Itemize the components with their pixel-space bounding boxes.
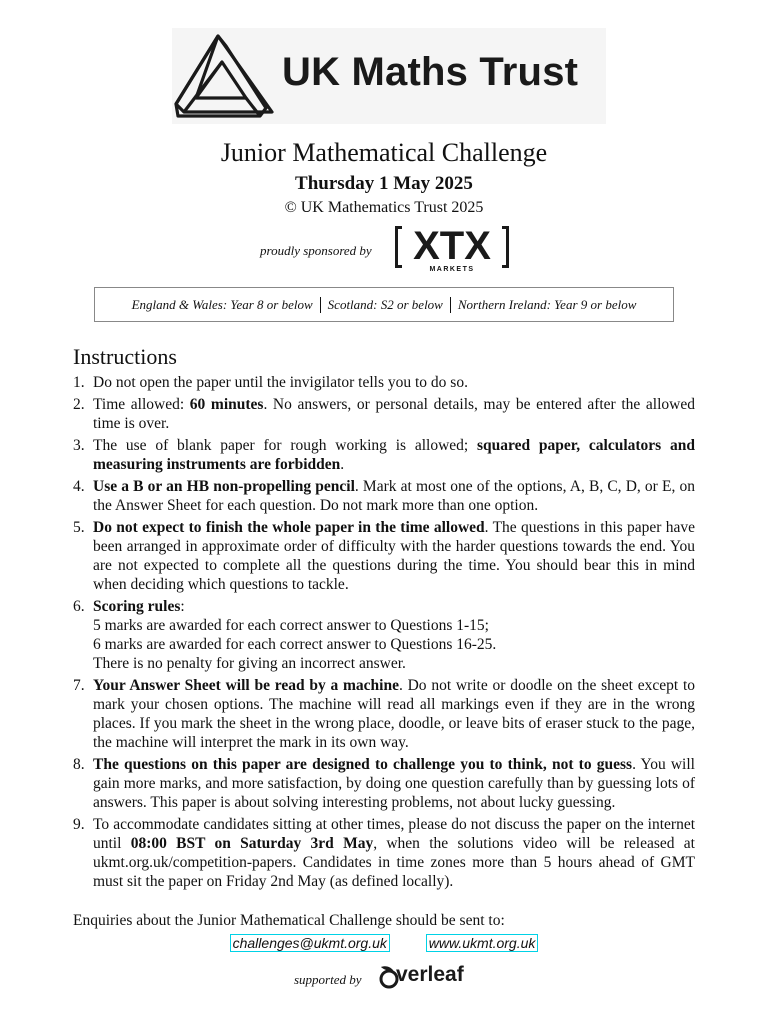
instruction-item: 3. The use of blank paper for rough working is allowed; squared paper, calculators and measuring instruments are forbidden.: [73, 437, 695, 473]
eligibility-northern-ireland: Northern Ireland: Year 9 or below: [457, 296, 637, 312]
instruction-item: 2. Time allowed: 60 minutes. No answers, or personal details, may be entered after the allowed time is over.: [73, 396, 695, 432]
logo-text: UK Maths Trust: [282, 50, 579, 94]
sponsor-label: proudly sponsored by: [260, 243, 372, 258]
overleaf-logo: [378, 962, 488, 992]
supported-label: supported by: [294, 972, 362, 987]
ukmt-triangle-logo-icon: [174, 32, 274, 120]
instruction-item: 8. The questions on this paper are designed to challenge you to think, not to guess. You will gain more marks, and more satisfaction, by doing one question carefully than by guessing lots of answers. This paper is about solving interesting problems, not about lucky guessing.: [73, 756, 695, 811]
instructions-list: [73, 373, 695, 894]
enquiries-text: Enquiries about the Junior Mathematical Challenge should be sent to:: [73, 912, 505, 929]
instruction-item: 6. Scoring rules: 5 marks are awarded for each correct answer to Questions 1-15; 6 marks are awarded for each correct answer to Questions 16-25. There is no penalty for giving an incorrect answer.: [73, 598, 497, 672]
xtx-right-bracket-icon: [502, 226, 509, 268]
xtx-markets-logo: [395, 224, 509, 276]
paper-title: Junior Mathematical Challenge: [220, 138, 548, 167]
eligibility-box: [94, 287, 674, 322]
instruction-item: 9. To accommodate candidates sitting at other times, please do not discuss the paper on the internet until 08:00 BST on Saturday 3rd May, when the solutions video will be released at ukmt.org.uk/competition-papers. Candidates in time zones more than 5 hours ahead of GMT must sit the paper on Friday 2nd May (as defined locally).: [73, 816, 695, 890]
email-link[interactable]: challenges@ukmt.org.uk: [230, 934, 390, 952]
divider: [450, 297, 451, 313]
instruction-item: 1. Do not open the paper until the invigilator tells you to do so.: [73, 374, 468, 391]
website-link[interactable]: www.ukmt.org.uk: [426, 934, 539, 952]
xtx-logo-text: XTX: [413, 224, 491, 268]
overleaf-text: verleaf: [396, 963, 464, 986]
eligibility-england-wales: England & Wales: Year 8 or below: [131, 296, 313, 312]
divider: [320, 297, 321, 313]
instruction-item: 4. Use a B or an HB non-propelling pencil. Mark at most one of the options, A, B, C, D, or E, on the Answer Sheet for each question. Do not mark more than one option.: [73, 478, 695, 514]
paper-date: Thursday 1 May 2025: [295, 173, 473, 194]
xtx-logo-subtext: MARKETS: [429, 266, 475, 273]
instruction-item: 5. Do not expect to finish the whole paper in the time allowed. The questions in this paper have been arranged in approximate order of difficulty with the harder questions towards the end. You are not expected to complete all the questions during the time. You should bear this in mind when deciding which questions to tackle.: [73, 519, 695, 593]
copyright: © UK Mathematics Trust 2025: [284, 199, 484, 216]
contact-links: [0, 935, 768, 951]
eligibility-scotland: Scotland: S2 or below: [327, 296, 443, 312]
instruction-item: 7. Your Answer Sheet will be read by a machine. Do not write or doodle on the sheet except to mark your chosen options. The machine will read all markings even if they are in the wrong places. If you mark the sheet in the wrong place, doodle, or leave bits of eraser stuck to the page, the machine will interpret the mark in its own way.: [73, 677, 695, 751]
instructions-heading: Instructions: [73, 344, 177, 369]
ukmt-logo: [172, 28, 606, 124]
